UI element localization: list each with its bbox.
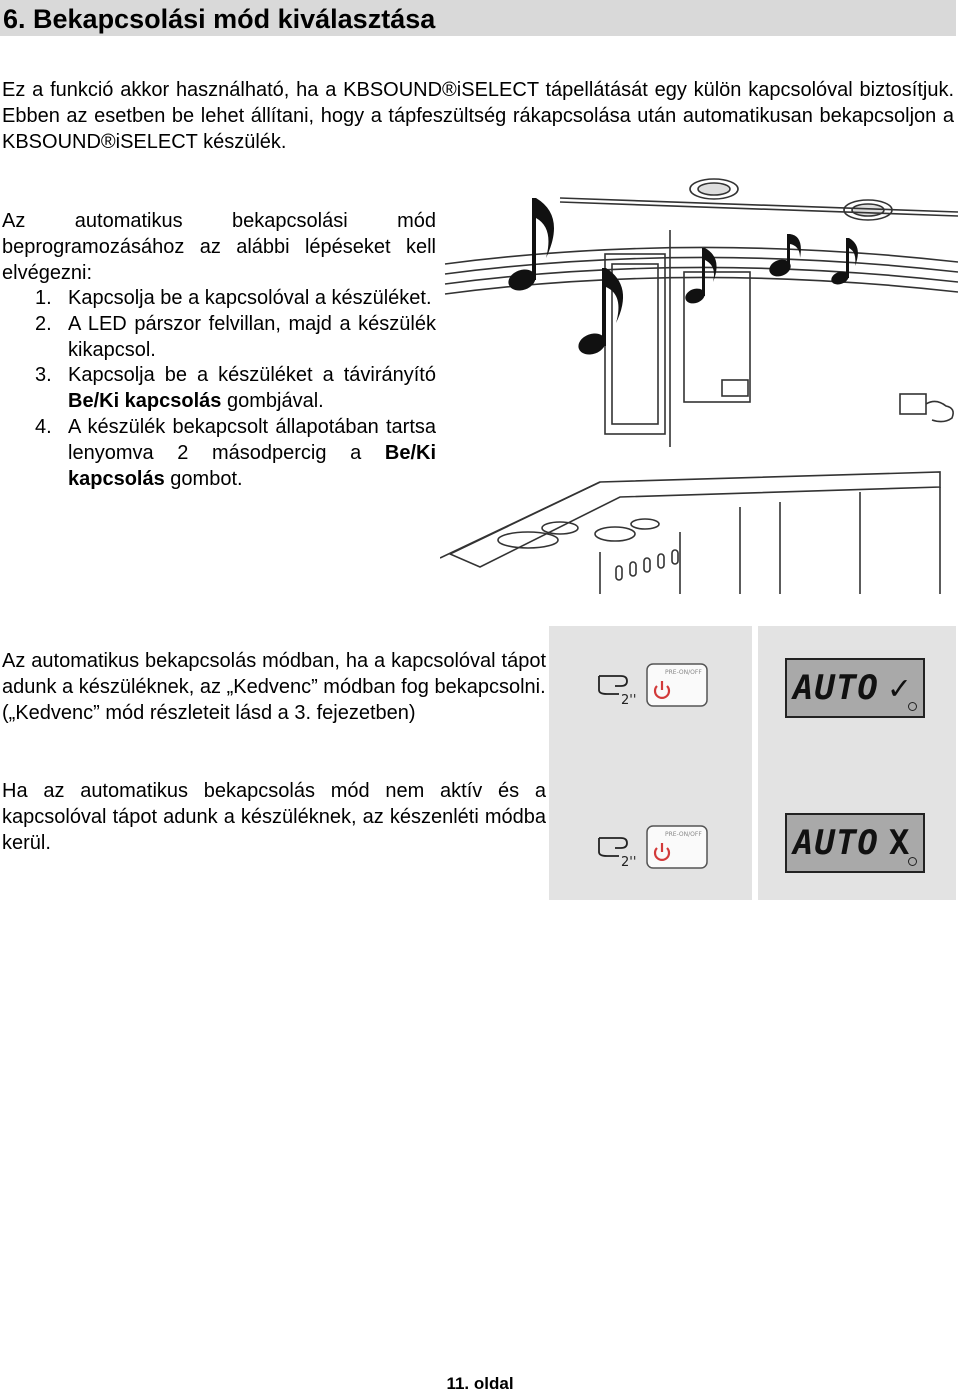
brand-name: KBSOUND®iSELECT xyxy=(2,131,198,153)
step-bold-button-name: Be/Ki kapcsolás xyxy=(68,441,436,490)
button-caption: PRE-ON/OFF xyxy=(665,831,702,838)
intro-text-3: készülék. xyxy=(197,131,287,153)
step-bold-button-name: Be/Ki kapcsolás xyxy=(68,390,222,413)
pointing-hand-icon xyxy=(599,676,627,686)
steps-intro: Az automatikus bekapcsolási mód beprogramozásához az alábbi lépéseket kell elvégezni: xyxy=(2,210,436,284)
kitchen-illustration xyxy=(440,172,958,594)
intro-paragraph xyxy=(2,77,954,155)
step-text: Kapcsolja be a kapcsolóval a készüléket. xyxy=(68,287,432,309)
cross-icon: X xyxy=(888,823,911,863)
auto-off-paragraph: Ha az automatikus bekapcsolás mód nem aktív és a kapcsolóval tápot adunk a készüléknek, az készenléti módba kerül. xyxy=(2,780,546,854)
step-text: gombot. xyxy=(164,467,243,490)
led-indicator-icon xyxy=(908,702,917,711)
check-icon: ✓ xyxy=(888,668,911,708)
step-text: gombjával. xyxy=(221,390,324,413)
step-item xyxy=(2,286,436,312)
button-caption: PRE-ON/OFF xyxy=(665,669,702,676)
step-item xyxy=(2,312,436,364)
led-indicator-icon xyxy=(908,857,917,866)
auto-on-text: Az automatikus bekapcsolás módban, ha a kapcsolóval tápot adunk a készüléknek, az „Kedvenc” módban fog bekapcsolni. xyxy=(2,650,546,698)
lcd-text: AUTO xyxy=(793,823,879,863)
wall-switch-icon xyxy=(900,394,926,414)
lcd-auto-enabled xyxy=(785,658,925,718)
section-heading-bar xyxy=(0,0,956,36)
hold-duration-label: 2'' xyxy=(621,855,637,870)
section-title: 6. Bekapcsolási mód kiválasztása xyxy=(3,4,436,34)
step-text: A készülék bekapcsolt állapotában tartsa lenyomva 2 másodpercig a xyxy=(68,415,436,464)
step-item xyxy=(2,415,436,492)
auto-on-reference: („Kedvenc” mód részleteit lásd a 3. fejezetben) xyxy=(2,702,416,724)
press-power-button-illustration xyxy=(595,822,715,874)
press-power-button-illustration xyxy=(595,660,715,712)
lcd-auto-disabled xyxy=(785,813,925,873)
step-text: Kapcsolja be a készüléket a távirányító xyxy=(68,364,436,387)
lcd-text: AUTO xyxy=(793,668,879,708)
step-number: 3. xyxy=(35,364,52,387)
intro-text-1: Ez a funkció akkor használható, ha a xyxy=(2,79,344,101)
hand-icon xyxy=(926,401,953,421)
intro-text-2: tápellátását egy külön kapcsolóval biztosítjuk. Ebben az esetben be lehet állítani, hogy a tápfeszültség rákapcsolása után automatikusan bekapcsoljon a xyxy=(2,79,955,127)
step-number: 1. xyxy=(35,287,52,309)
hold-duration-label: 2'' xyxy=(621,693,637,708)
step-number: 2. xyxy=(35,312,52,335)
step-number: 4. xyxy=(35,415,52,438)
page-number: 11. oldal xyxy=(446,1374,514,1393)
step-text: A LED párszor felvillan, majd a készülék kikapcsol. xyxy=(68,312,436,361)
auto-on-paragraph xyxy=(2,648,546,726)
pointing-hand-icon xyxy=(599,838,627,848)
steps-list xyxy=(2,286,436,492)
step-item xyxy=(2,363,436,415)
brand-name: KBSOUND®iSELECT xyxy=(343,79,539,101)
